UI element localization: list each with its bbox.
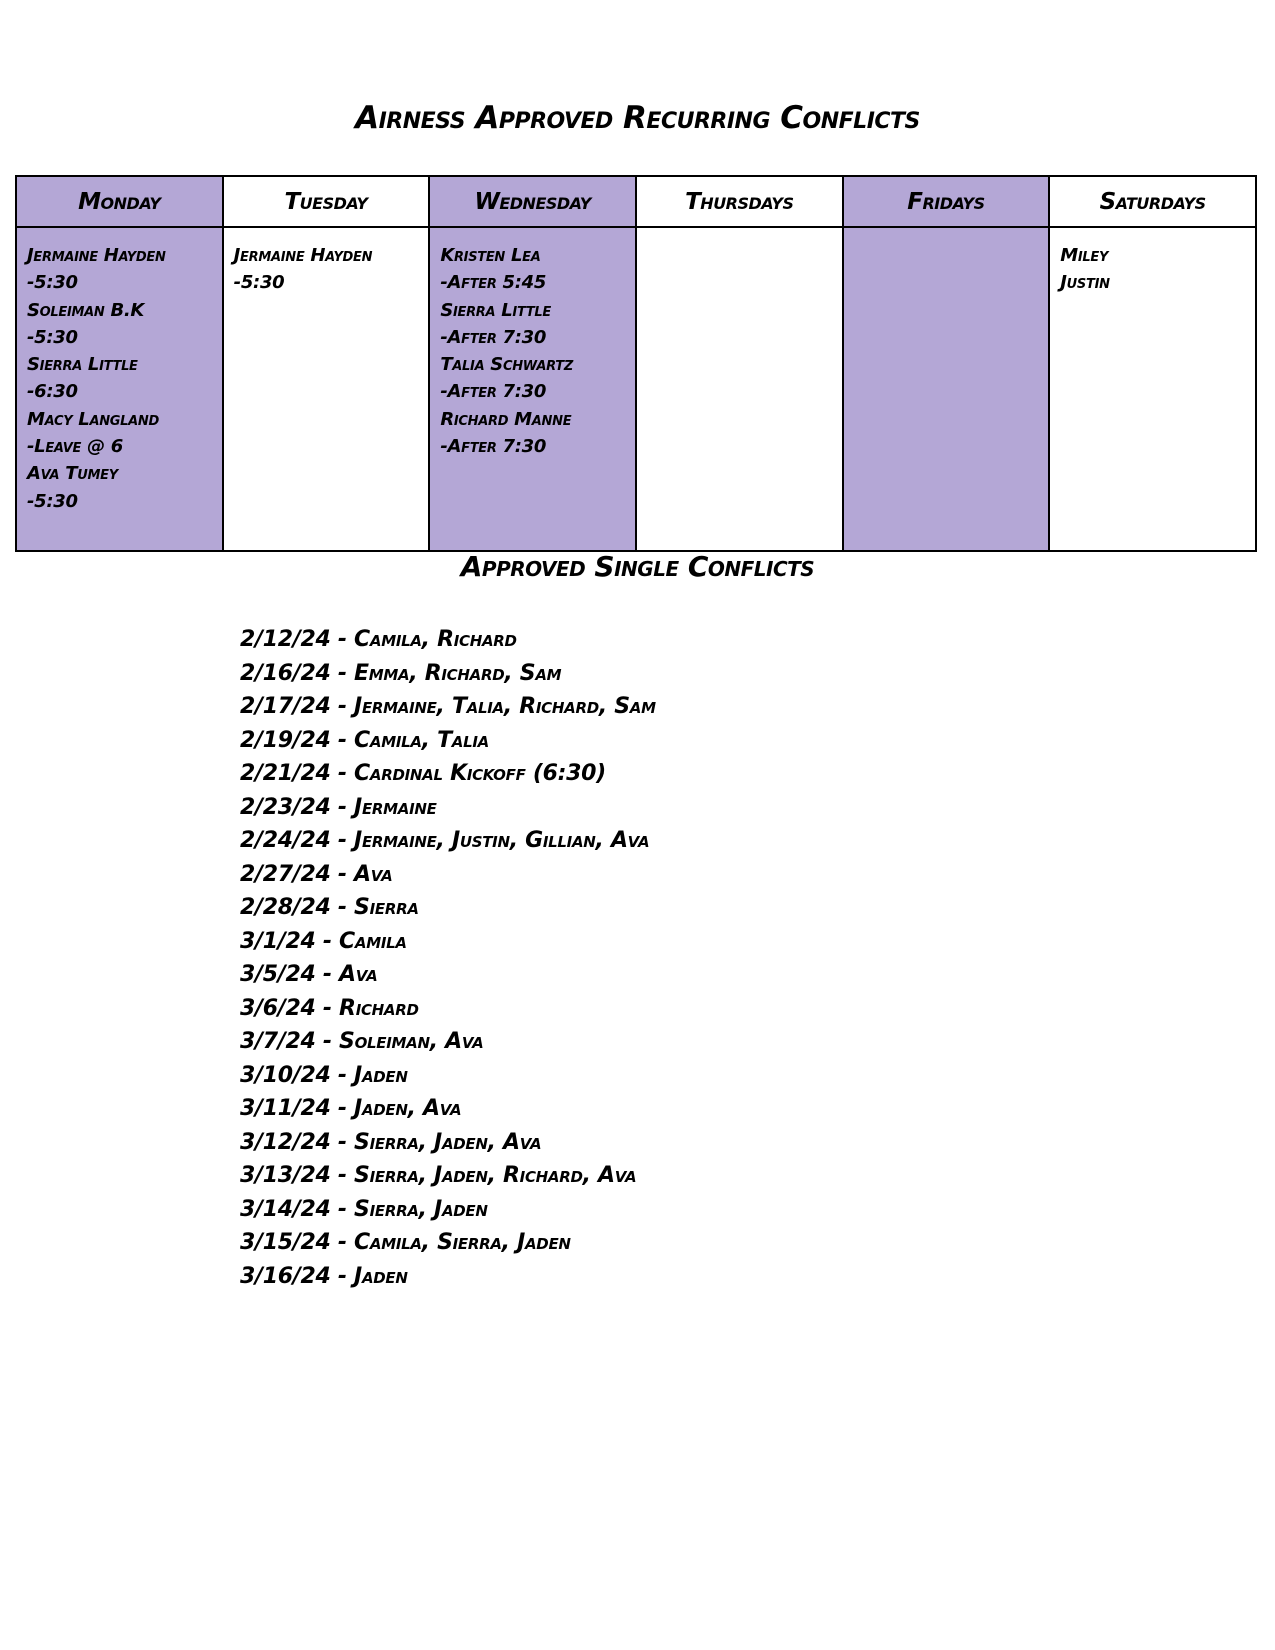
column-header-wednesday: Wednesday bbox=[429, 176, 636, 227]
cell-tuesday bbox=[223, 227, 430, 551]
conflict-entry: -Leave @ 6 bbox=[27, 436, 123, 458]
table-body-row bbox=[16, 227, 1256, 551]
list-item: 3/12/24 - Sierra, Jaden, Ava bbox=[240, 1129, 542, 1155]
single-conflicts-title: Approved Single Conflicts bbox=[460, 550, 815, 583]
list-item: 3/6/24 - Richard bbox=[240, 995, 419, 1021]
table-header-row bbox=[16, 176, 1256, 227]
recurring-conflicts-table bbox=[15, 175, 1257, 552]
conflict-entry: Sierra Little bbox=[27, 354, 138, 376]
list-item: 3/16/24 - Jaden bbox=[240, 1263, 408, 1289]
conflict-entry: Talia Schwartz bbox=[440, 354, 573, 376]
column-header-tuesday: Tuesday bbox=[223, 176, 430, 227]
page-title: Airness Approved Recurring Conflicts bbox=[355, 100, 920, 136]
list-item: 2/23/24 - Jermaine bbox=[240, 794, 437, 820]
list-item: 3/1/24 - Camila bbox=[240, 928, 407, 954]
conflict-entry: -5:30 bbox=[27, 490, 78, 512]
conflict-entry: -5:30 bbox=[27, 272, 78, 294]
list-item: 3/5/24 - Ava bbox=[240, 962, 378, 987]
column-header-fridays: Fridays bbox=[843, 176, 1050, 227]
cell-fridays bbox=[843, 227, 1050, 551]
list-item: 3/13/24 - Sierra, Jaden, Richard, Ava bbox=[240, 1163, 637, 1188]
list-item: 3/15/24 - Camila, Sierra, Jaden bbox=[240, 1230, 571, 1255]
list-item: 3/11/24 - Jaden, Ava bbox=[240, 1096, 462, 1121]
list-item: 2/17/24 - Jermaine, Talia, Richard, Sam bbox=[240, 694, 656, 719]
cell-wednesday bbox=[429, 227, 636, 551]
conflict-entry: Kristen Lea bbox=[440, 245, 541, 266]
conflict-entry: -5:30 bbox=[27, 326, 78, 348]
column-header-monday: Monday bbox=[16, 176, 223, 227]
list-item: 3/10/24 - Jaden bbox=[240, 1062, 408, 1088]
list-item: 2/28/24 - Sierra bbox=[240, 895, 419, 920]
conflict-entry: Soleiman B.K bbox=[27, 299, 145, 321]
conflict-entry: Miley bbox=[1060, 245, 1109, 266]
cell-saturdays bbox=[1049, 227, 1256, 551]
column-header-thursdays: Thursdays bbox=[636, 176, 843, 227]
conflict-entry: Macy Langland bbox=[27, 408, 159, 430]
conflict-entry: Ava Tumey bbox=[27, 463, 118, 485]
conflict-entry: Jermaine Hayden bbox=[27, 245, 166, 266]
list-item: 3/7/24 - Soleiman, Ava bbox=[240, 1029, 484, 1054]
conflict-entry: -5:30 bbox=[233, 272, 285, 294]
conflict-entry: Sierra Little bbox=[440, 299, 551, 321]
conflict-entry: -After 7:30 bbox=[440, 326, 547, 348]
list-item: 2/19/24 - Camila, Talia bbox=[240, 727, 489, 753]
conflict-entry: Richard Manne bbox=[440, 408, 572, 430]
conflict-entry: Jermaine Hayden bbox=[233, 245, 373, 266]
list-item: 2/27/24 - Ava bbox=[240, 861, 393, 887]
conflict-entry: -After 7:30 bbox=[440, 381, 547, 403]
list-item: 3/14/24 - Sierra, Jaden bbox=[240, 1196, 488, 1222]
list-item: 2/24/24 - Jermaine, Justin, Gillian, Ava bbox=[240, 828, 650, 853]
conflict-entry: -6:30 bbox=[27, 381, 78, 403]
list-item: 2/21/24 - Cardinal Kickoff (6:30) bbox=[240, 761, 606, 786]
list-item: 2/16/24 - Emma, Richard, Sam bbox=[240, 660, 562, 686]
cell-monday bbox=[16, 227, 223, 551]
list-item: 2/12/24 - Camila, Richard bbox=[240, 627, 517, 652]
conflict-entry: -After 7:30 bbox=[440, 436, 547, 458]
single-conflicts-list bbox=[240, 623, 656, 1293]
conflict-entry: -After 5:45 bbox=[440, 272, 547, 294]
conflict-entry: Justin bbox=[1060, 272, 1110, 294]
column-header-saturdays: Saturdays bbox=[1049, 176, 1256, 227]
cell-thursdays bbox=[636, 227, 843, 551]
